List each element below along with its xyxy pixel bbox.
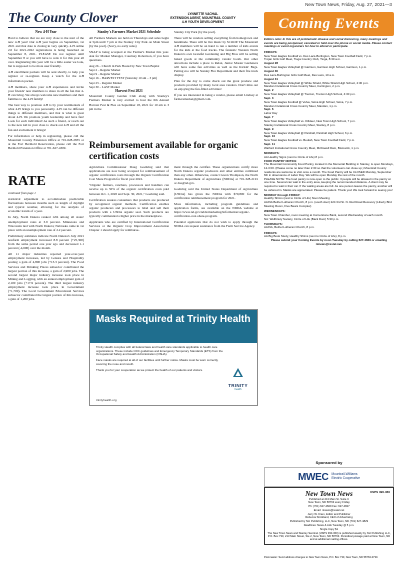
event-item: Stanley Invitational Cross Country Meet, Stanley, 8 p.m. (264, 122, 336, 127)
paragraph: There will be vendors selling everything from homegrown and handmade. There will be live music by SCOOP. The Mountrail 4-H members will be on hand to run a number of kids events for the kids at the food trucks. The fantastic Western North Dakota's own Grateful Gardening and Big Bros will be selling baked goods at the community vendor booth. Our other attractions include a place to Relax, Junior Master Gardeners will have some fun activities as well as the Kickin' Bags. Petting zoo will be Stanley Fire Department and their fire truck display. (174, 36, 258, 77)
paragraph: Mountrail County Garden Club along with Stanley's Farmers Market is very excited to host the 6th Annual Harvest Fest & Flea on September 18, 2021 for 10 am to 3 pm in the (89, 94, 169, 111)
event-date: Sept. 11 (264, 142, 275, 147)
event-date: August 30 (264, 69, 278, 73)
event-date: Sept. 10 (264, 134, 276, 139)
byline-line: 4-H YOUTH DEVELOPMENT (181, 19, 225, 24)
events-list (264, 51, 394, 247)
paragraph: More information, including program guidelines and application forms, are available on the NDDA website at https://www.nd.gov/ndda/marketing/information/organic-certification-cost-share-program. (174, 201, 258, 219)
paragraph: Face masks are required at all of our facilities until further notice. Masks must be worn correctly, covering the nose and mouth. (96, 358, 219, 366)
divider (8, 27, 258, 28)
article-reimbursement (89, 165, 169, 307)
event-day-heading: FRIDAYS: (264, 230, 278, 235)
logo-subtitle: health (234, 388, 242, 391)
event-day-heading: WEDNESDAYS: (264, 208, 286, 213)
event-day-heading: MONDAY through FRIDAY: (264, 192, 301, 197)
pub-line: Jerry W. Kram, Editor and Publisher (307, 512, 351, 516)
paragraph: Plan for the day to come check out the great produce and products provided by many local area vendors. Don't miss out on enjoying the fun-filled activities! (174, 79, 258, 92)
list-item: Sept 30 – LAST Market (89, 84, 120, 89)
paragraph: "Organic farmers, ranchers, processors and handlers can receive up to 50% of the organic certification costs paid between Oct. 1, 2020 and Sept. 30, 2021," Goehring said. (89, 183, 169, 196)
ad-url: trinityhealth.org (96, 398, 117, 402)
event-date: Sept. 7 (264, 115, 274, 120)
ad-headline: Masks Required at Trinity Health (90, 310, 257, 343)
paragraph: 4-H enrollment packets will be sent shortly, to help you register or re-register. Keep a watch for the 4-H information packet. (8, 70, 84, 83)
article-heading: Stanley's Farmers Market 2021 Schedule (97, 30, 161, 34)
pub-line: Email: ntnews@restel.net (313, 508, 345, 512)
list-item: Sept 2 – Regular Market (89, 68, 121, 73)
list-item: Sept 23 – Regular Market (89, 80, 122, 85)
paragraph: The best way to promote 4-H is by your testimonials of what 4-H brings to you personally. 4-H can be different things to different members, and that is what is great about 4-H. We promote youth leadership and have fun! Look for each individual! As such a friend, or reach out to the new kid in your class to check out 4-H and all the fun and excitement it brings! (8, 103, 84, 132)
section-title: The County Clover (8, 11, 118, 26)
paragraph: If you are interested in being a vendor, please email Lindsey at farmersmarket@gmail.com. (174, 93, 258, 102)
paragraph: Potential applicants that do not wish to apply through the NDDA can request assistance from the Farm Service Agency. (174, 220, 258, 229)
running-head: New Town News, Friday, Aug. 27, 2021—3 (305, 2, 392, 7)
pub-tail: The New Town News and Stanley Sentinel (USPS 390-360) is published weekly by NLI Publishing LLC, P.O. Box 730, 213 Main Street, Ste 2, New Town, ND 58763. Periodical postage paid at New Town, ND and at additional mailing offices. (267, 531, 391, 542)
event-item: Mandan Invitational Cross Country Meet, Carrington, 2 p.m. (264, 84, 341, 89)
pub-line: Rebecca Strickland, CEO of Advertising (305, 516, 353, 520)
event-item: AA Big Book Study, Healthy Shims (next to Circle of Life), 8 p.m. (264, 234, 347, 239)
pub-line: Single Copy $1 (319, 527, 339, 531)
pub-line: New Town, ND 58763 every Friday (308, 501, 350, 505)
list-item: Aug 26 – Church in Park Hosted by New Town Baptist (89, 64, 160, 69)
event-item: PLEASE NOTE: The food pantry is now open to the public. 3 people will be allowed in the pantry at one time. Several can wait in the entry area, keeping the recommended distance. A client may be required to wait in their car. If the waiting areas are full. As one person leaves the pantry, another will be ushered in. Masks are appreciated. Please be patient. Thank you! We look forward to seeing you! (264, 176, 393, 192)
postmaster-note: Postmaster: Send address changes to New Town News, P.O. Box 730, New Town, ND 58763-0730. (264, 556, 379, 559)
publication-box (264, 487, 394, 545)
mwec-mark: MWEC (298, 471, 329, 483)
pub-line: Published by NLI Publishing, LLC, New Town, ND (701) 627-4829 (289, 520, 369, 524)
continued-note: continued from page 1 (8, 191, 36, 195)
paragraph: Agriculture Commissioner Doug Goehring said that applications are now being accepted for reimbursement of organic certification costs through the Organic Certification Cost Share Program for fiscal year 2022. (89, 165, 169, 182)
logo-name: TRINITY (228, 383, 248, 388)
event-item: Des Lacs-Burlington Girls Golf Meet, Des Lacs, 10 a.m. (264, 72, 336, 77)
article-rate (8, 191, 84, 406)
paragraph: In July, North Dakota ranked 12th among all states' unemployment rates at 3.9 percent. Minnesota and Wisconsin tied with North Dakota; Nebraska came in 1st place with an unemployment rate of 2.2 percent. (8, 215, 84, 232)
event-item: New Town Eagles Football vs. Beulah, New Town Football Field, 7 p.m. (264, 138, 355, 143)
schedule-list (89, 64, 169, 89)
masthead: New Town News (305, 489, 353, 498)
article-farmers-market (89, 30, 169, 140)
pub-line: Published at 213 Main St. Suite C (308, 497, 350, 501)
mwec-name-line: Electric Cooperative (331, 476, 360, 480)
byline-line: LYNNETTE VACHAL (187, 12, 219, 16)
paragraph: Applicants who are certified by International Certification Services or the Organic Crop Improvement Association Chapter 1 should apply for reimburse- (89, 220, 169, 233)
event-date: Sept. 3 (264, 95, 274, 100)
event-item: New Town Eagles Volleyball @ Parshall, Parshall High School, 6 p.m. (264, 130, 353, 135)
event-item: New Town Eagles Volleyball vs. Killdeer, New Town High School, 7 p.m. (264, 118, 356, 123)
article-reimbursement-cont (174, 165, 258, 307)
event-day-heading: THURSDAYS: (264, 221, 283, 226)
event-date: Please submit your Coming Events by noon Tuesday by calling 627-4829 or emailing ntnews@restel.net. (270, 238, 388, 246)
event-date: FOOD PANTRY NOTICE (264, 158, 297, 163)
usps-number: USPS 390-360 (369, 490, 390, 494)
article-heading: Harvest Fest 2021 (115, 88, 143, 93)
event-item: New Town Eagles Football vs. Des Lacs-Burlington, New Town Football Field, 7 p.m. (264, 53, 373, 58)
paragraph: 4-H members, share your 4-H experiences and invite your friends' new members to share in all the fun that 4-H can bring. We always welcome new members and their families to the 4-H family! (8, 84, 84, 101)
article-4h (8, 30, 84, 170)
event-item: AA/NA Bethel Lutheran Church, 8 p.m. (south door) 224 3rd St. N. Red Road Recovery (Liberty Bird Meeting Room, Five Bears Complex) (264, 200, 392, 208)
paragraph: For information or help in registering, please call the Mountrail County Extension Office at 701-628-2835 or at the Fort Berthold Reservation, please call the Fort Berthold Extension Office at 701-627-4309. (8, 133, 84, 150)
pub-line: Deadlines: News & Ads Tuesday @ 5 p.m. (303, 524, 355, 528)
event-date: August 31 (264, 76, 278, 81)
mwec-name (331, 473, 360, 481)
event-date: Sept. 9 (264, 126, 274, 131)
event-item: Mandan Invitational Cross Country Meet, Mandan, 1 p.m. (264, 103, 338, 108)
event-item: AA Healthy Signs (next to Circle of Life) 8 p.m. (264, 154, 324, 159)
paragraph: SNAP is being accepted at the Farmer's Market this year. Ask for Market Manager, Courtney Robertson, if you have questions. (89, 49, 169, 63)
event-item: New Town Eagles Football @ Velva, Velva High School, Velva, 7 p.m. (264, 99, 354, 104)
event-item: AA/NA, Bethel Lutheran Church, 8 p.m. (264, 225, 315, 230)
article-headline: RATE (8, 174, 46, 189)
paragraph: Stanley City Park (by the pool). (174, 30, 216, 34)
event-item: Watford Invitational Cross Country Meet, McDowell Dam, Bismarck, 1 p.m. (264, 145, 360, 150)
paragraph: Trinity Health complies with all federal laws and health care standards applicable to health care organizations. These include CDC guidelines and Emergency Temporary Standards (ETS) from the Occupational Safety and Health Administration (OSHA). (96, 345, 223, 357)
event-item: The Mountrail Community Food Pantry, located in the Memorial Building in Stanley, is open Mondays, 12-3:00. (Please come no later than 2:30 so that the volunteers can close up.) Mountrail County residents are welcome to visit once a month. The Food Pantry will be CLOSED Monday, September 6th in observance of Labor Day. We will be open Monday the rest of the month. (264, 162, 394, 178)
mwec-logo (264, 467, 394, 487)
event-item: New Town Eagles Volleyball @ Garrison, Garrison High School, Garrison, 1 p.m. (264, 65, 367, 70)
paragraph: Certification assures consumers that products are produced by recognized organic methods. Certification enables organic producers and processors to label and sell their products with a USDA organic seal. Such products are typically commanded a higher price in the marketplace. (89, 197, 169, 219)
coming-events-title: Coming Events (264, 12, 394, 36)
mwec-name-line: Mountrail-Williams (331, 472, 358, 477)
event-item: Trojan Girls Golf Meet, Tioga Country Club, Tioga, 8:30 a.m. (264, 57, 341, 62)
byline-line: EXTENSION AGENT, MOUNTRAIL COUNTY (170, 15, 236, 20)
event-day-heading: FRIDAYS: (264, 49, 278, 54)
event-item: NA: Wellbriety Society, Circle of Life (Back Door) 5:30 p.m. (264, 216, 340, 221)
paragraph: Thank you for your cooperation as we protect the health of our patients and visitors. (96, 367, 203, 372)
coming-events (264, 12, 394, 247)
paragraph: statistical adjustment to accommodate predictable fluctuations between months such as length of daylight and typical weather, allowing for the analysis of economic trends of a year. (8, 197, 84, 214)
paragraph: Goehring said the United States Department of Agriculture (USDA) has given the NDDA with $70,800 for the certification reimbursement program for 2021. (174, 187, 258, 200)
paragraph: Preliminary estimates indicate North Dakota's July 2021 nonfarm employment increased 8.8 percent (+25,300) from the same period one year ago and decreased 1.1 percent (-4,600) over the month. (8, 233, 84, 251)
paragraph: ment through the certifier. These organizations certify more North Dakota organic producers and other entities combined than any other. Otherwise, contact Gwen Thompson, the North Dakota Department of Agriculture (NDDA) at 701-328-2191 or dsa@nd.gov. (174, 165, 258, 186)
ad-body (96, 346, 226, 374)
event-date: Sept. 2 (264, 88, 274, 93)
pub-line: Ph: (701) 627-4829 Fax: 627-4827 (308, 505, 350, 509)
event-item: Healthy Shims (next to Circle of Life) Noon Meeting (264, 196, 330, 201)
event-item: New Town Eagles Volleyball @ Trenton, Trenton High School, 4:30 p.m. (264, 92, 356, 97)
sponsor-block (264, 460, 394, 487)
article-headline: Reimbursement available for organic certification costs (89, 141, 239, 162)
article-harvest-fest (174, 30, 258, 140)
event-date: Sept. 6 (264, 107, 274, 112)
sponsor-heading: Sponsored by (315, 460, 343, 465)
paragraph: All 11 major industries reported year-over-year employment increases, led by Leisure and Hospitality posting a gain of 4,800 jobs (+13.3 percent). The Food Services and Drinking Places subsector contributed the largest portion of this increase, a gain of 2,900 jobs. The second largest major industry increase took place in Mining and Logging, with an annual employment gain of 2,100 jobs (+17.9 percent). The third largest industry employment increase took place in Government (+1,700). The Local Government Educational Services subsector contributed the largest portion of this increase, a gain of 1,200 jobs. (8, 252, 84, 302)
list-item: Sept 9 – Regular Market (89, 72, 121, 77)
event-item: New Town Eagles Volleyball @ White Shield, White Shield High School, 4:30 p.m. (264, 80, 369, 85)
article-heading: New 4-H Year (35, 30, 57, 34)
event-date: August 28 (264, 61, 278, 66)
event-day-heading: MONDAYS: (264, 150, 280, 155)
trinity-logo (225, 365, 251, 391)
event-item: New Town Chamber, noon meeting at Cornerstone Bank, second Wednesday of each month. (264, 212, 384, 217)
byline (148, 13, 258, 24)
paragraph: All Farmers Markets are held on Thursdays and sales begin at 5pm until 7 pm at the Stanley City Park on Main Street (by the pool). (Sorry, no early sales) (89, 35, 169, 48)
event-item: Labor Day (264, 111, 278, 116)
editor-note: Editors note: In this era of problematic disease and social distancing, many meetings and events are being postponed, canceled or held over the phone or social media. Please contact meetings or event organizers for how to attend or participate. (264, 37, 393, 49)
trinity-logo-icon (233, 368, 243, 377)
trinity-health-ad (89, 309, 258, 406)
paragraph: Hard to believe that we are very close to the start of the new 4-H year! Our 4-H year begins on September, 1st 2021 and that date is closing in very quickly. 4-H online 2.0 for 2021-2022 registrations is being launched on September 8, 2021. PLEASE Do not register until September 8 or you will have to redo it for this year all over. Registering this year will be a little easier we look, but is supposed to be more user friendly. (8, 35, 84, 69)
list-item: Sept 16 – HARVEST FEST (Saturday 10 am – 3 pm) (89, 76, 157, 81)
